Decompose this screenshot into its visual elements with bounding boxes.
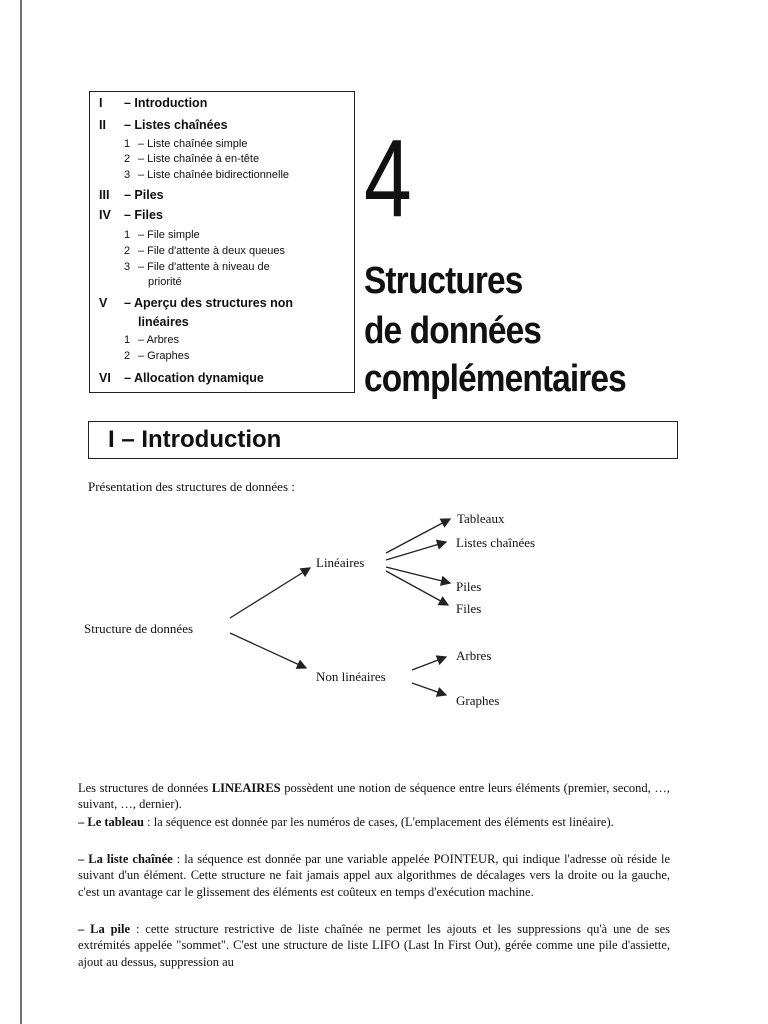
chapter-title-line-1: Structures <box>364 260 523 302</box>
paragraph-lineaires <box>78 780 670 813</box>
toc-item-number: 2 <box>124 350 131 362</box>
toc-item-label: – File d'attente à deux queues <box>138 245 286 257</box>
toc-item-number: 1 <box>124 229 131 241</box>
data-structures-diagram <box>80 505 570 715</box>
toc-item-number: 3 <box>124 169 131 181</box>
toc-item-label: – File simple <box>138 229 200 241</box>
toc-item-label: – Listes chaînées <box>124 118 228 132</box>
paragraph-tableau <box>78 814 670 830</box>
toc-item-number: VI <box>99 371 111 385</box>
toc-item-number: IV <box>99 208 111 222</box>
toc-item-label: – Liste chaînée bidirectionnelle <box>138 169 290 181</box>
p1-rest: possèdent une notion de séquence entre leurs éléments (premier, second, …, suivant, …, dernier). <box>78 781 670 812</box>
diagram-linear: Linéaires <box>316 555 365 570</box>
toc-item-label: – Files <box>124 208 163 222</box>
scan-edge <box>20 0 22 1024</box>
toc-item-number: III <box>99 188 110 202</box>
p1-text: Les structures de données <box>78 781 212 795</box>
p1-bold: LINEAIRES <box>211 781 281 795</box>
table-of-contents <box>89 91 355 393</box>
toc-item-label: – Liste chaînée simple <box>138 138 248 150</box>
arrow-linear-tableaux <box>386 519 450 553</box>
toc-item-label: – Introduction <box>124 96 208 110</box>
chapter-number: 4 <box>364 117 412 240</box>
toc-item-number: II <box>99 118 106 132</box>
toc-item-number: 1 <box>124 138 131 150</box>
toc-item-number: 2 <box>124 153 131 165</box>
toc-item-label: – File d'attente à niveau de <box>138 261 270 273</box>
p3-text: : la séquence est donnée par une variable appelée POINTEUR, qui indique l'adresse où réside le suivant d'un élément. Cette structure ne fait jamais appel aux algorithmes de décalages vers la droite ou la gauche, c'est un avantage car le glissement des éléments est coûteux en temps d'exécution machine. <box>78 852 671 899</box>
paragraph-liste-chainee <box>78 851 670 900</box>
diagram-graphes: Graphes <box>456 693 500 708</box>
arrow-linear-piles <box>386 567 450 583</box>
arrow-root-linear <box>230 568 310 618</box>
chapter-title-line-2: de données <box>364 310 542 352</box>
p2-text: : la séquence est donnée par les numéros de cases, (L'emplacement des éléments est linéaire). <box>143 815 614 829</box>
toc-item-label: – Arbres <box>138 334 179 346</box>
p4-bold: – La pile <box>78 922 131 936</box>
toc-item-label: – Piles <box>124 188 164 202</box>
intro-label: Présentation des structures de données : <box>88 479 295 494</box>
toc-item-number: V <box>99 296 108 310</box>
arrow-root-nonlinear <box>230 633 306 668</box>
toc-item-label: – Aperçu des structures non <box>124 296 294 310</box>
diagram-piles: Piles <box>456 579 482 594</box>
arrow-linear-listes <box>386 542 446 560</box>
arrow-nonlinear-graphes <box>412 683 446 695</box>
toc-item-number: I <box>99 96 103 110</box>
paragraph-pile <box>78 921 670 970</box>
diagram-root: Structure de données <box>84 621 194 636</box>
p2-bold: – Le tableau <box>78 815 144 829</box>
diagram-tableaux: Tableaux <box>457 511 505 526</box>
toc-item-number: 1 <box>124 334 131 346</box>
diagram-arbres: Arbres <box>456 648 492 663</box>
section-title: I – Introduction <box>108 426 282 453</box>
p3-bold: – La liste chaînée <box>78 852 173 866</box>
toc-item-label: – Liste chaînée à en-tête <box>138 153 260 165</box>
chapter-title-line-3: complémentaires <box>364 358 626 400</box>
arrow-nonlinear-arbres <box>412 657 446 670</box>
diagram-nonlinear: Non linéaires <box>316 669 386 684</box>
p4-text: : cette structure restrictive de liste chaînée ne permet les ajouts et les suppressions qu'à une de ses extrémités appelée "sommet". C'est une structure de liste LIFO (Last In First Out), gérée comme une pile d'assiette, ajout au dessus, suppression au <box>78 922 670 969</box>
toc-item-number: 3 <box>124 261 131 273</box>
toc-item-label: priorité <box>148 276 182 288</box>
diagram-files: Files <box>456 601 482 616</box>
toc-item-label: – Graphes <box>138 350 190 362</box>
diagram-listes-chainees: Listes chaînées <box>456 535 536 550</box>
toc-item-label: linéaires <box>138 315 189 329</box>
toc-item-number: 2 <box>124 245 131 257</box>
toc-item-label: – Allocation dynamique <box>124 371 264 385</box>
arrow-linear-files <box>386 571 448 605</box>
